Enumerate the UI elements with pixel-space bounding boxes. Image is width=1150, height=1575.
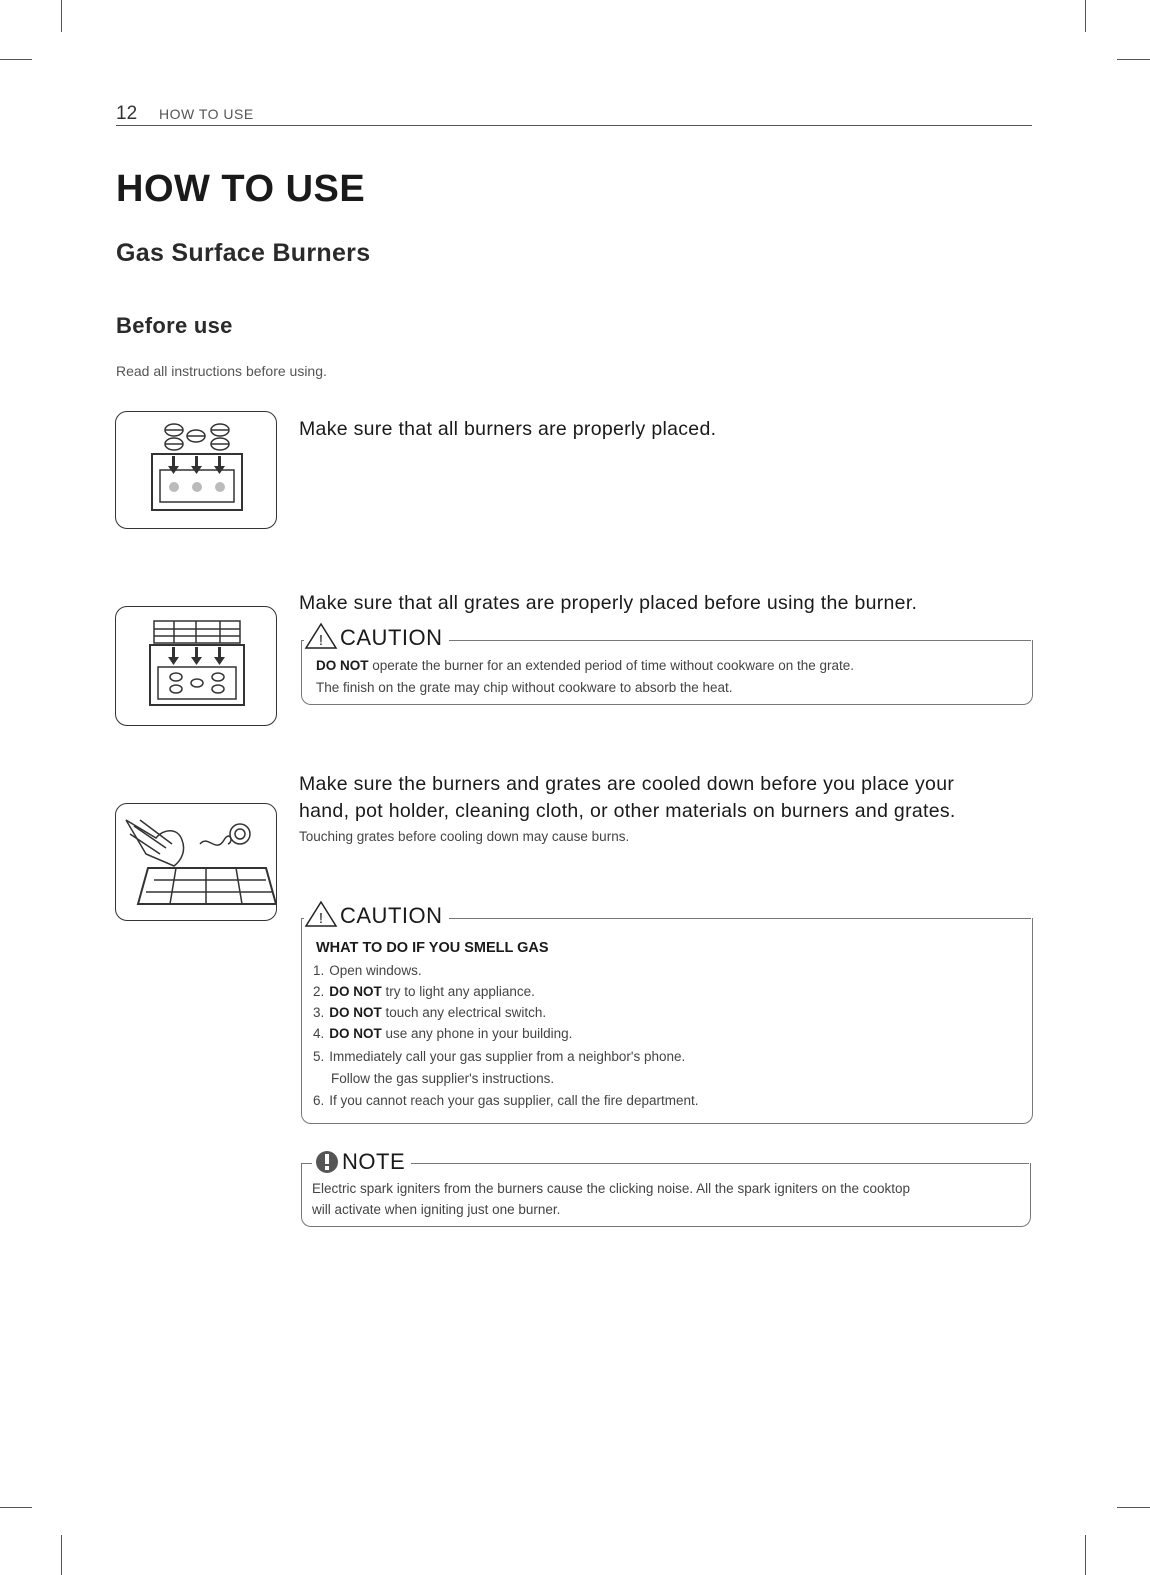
caution-1-line-1 [316,655,854,676]
svg-text:!: ! [318,910,324,927]
gas-step-item [313,1005,546,1020]
intro-text: Read all instructions before using. [116,363,327,379]
gas-step-item [313,1026,572,1041]
header-rule [116,125,1032,126]
gas-step-item [313,1049,685,1064]
do-not-emphasis: DO NOT [329,1026,382,1041]
gas-step-number: 5. [313,1049,325,1064]
crop-mark [0,59,32,60]
crop-mark [0,1507,32,1508]
gas-step-item [313,963,422,978]
gas-smell-heading: WHAT TO DO IF YOU SMELL GAS [316,940,549,956]
step-3-subtext: Touching grates before cooling down may cause burns. [299,829,630,844]
gas-step-number: 6. [313,1093,325,1108]
gas-step-number: 2. [313,984,325,999]
do-not-emphasis: DO NOT [329,1005,382,1020]
note-line-2: will activate when igniting just one burner. [312,1202,561,1217]
caution-1-line-1-rest: operate the burner for an extended period of time without cookware on the grate. [368,658,855,673]
grates-illustration [115,606,277,726]
crop-mark [61,1535,62,1575]
crop-mark [1085,1535,1086,1575]
page-number: 12 [116,103,138,124]
note-icon [312,1149,342,1180]
step-2-text: Make sure that all grates are properly placed before using the burner. [299,592,918,614]
gas-step-text: use any phone in your building. [381,1026,573,1041]
crop-mark [1117,59,1150,60]
gas-step-text: try to light any appliance. [381,984,535,999]
running-header: HOW TO USE [159,106,254,122]
caution-title-2: CAUTION [338,903,449,929]
step-3-line-1: Make sure the burners and grates are cooled down before you place your [299,773,955,795]
warning-triangle-icon [304,900,338,933]
crop-mark [61,0,62,32]
gas-step-text: Follow the gas supplier's instructions. [331,1071,555,1086]
gas-step-number: 3. [313,1005,325,1020]
page-title: HOW TO USE [116,168,366,210]
svg-text:!: ! [318,632,324,649]
gas-step-item [313,1093,698,1108]
caution-1-line-2: The finish on the grate may chip without cookware to absorb the heat. [316,680,733,695]
hot-grates-illustration [115,803,277,921]
gas-step-number: 4. [313,1026,325,1041]
note-line-1: Electric spark igniters from the burners cause the clicking noise. All the spark igniters on the cooktop [312,1181,911,1196]
warning-triangle-icon [304,622,338,655]
gas-step-item [313,984,535,999]
gas-step-number: 1. [313,963,325,978]
gas-step-text: Open windows. [329,963,422,978]
page-subtitle: Gas Surface Burners [116,239,371,267]
do-not-emphasis: DO NOT [329,984,382,999]
note-title: NOTE [340,1149,411,1175]
gas-step-text: If you cannot reach your gas supplier, call the fire department. [329,1093,699,1108]
gas-step-text: touch any electrical switch. [381,1005,547,1020]
step-1-text: Make sure that all burners are properly placed. [299,418,717,440]
caution-title-1: CAUTION [338,625,449,651]
gas-step-text: Immediately call your gas supplier from a neighbor's phone. [329,1049,686,1064]
step-3-line-2: hand, pot holder, cleaning cloth, or other materials on burners and grates. [299,800,956,822]
burners-illustration [115,411,277,529]
crop-mark [1085,0,1086,32]
do-not-emphasis: DO NOT [316,658,369,673]
crop-mark [1117,1507,1150,1508]
gas-step-item [331,1071,554,1086]
section-title: Before use [116,313,233,338]
